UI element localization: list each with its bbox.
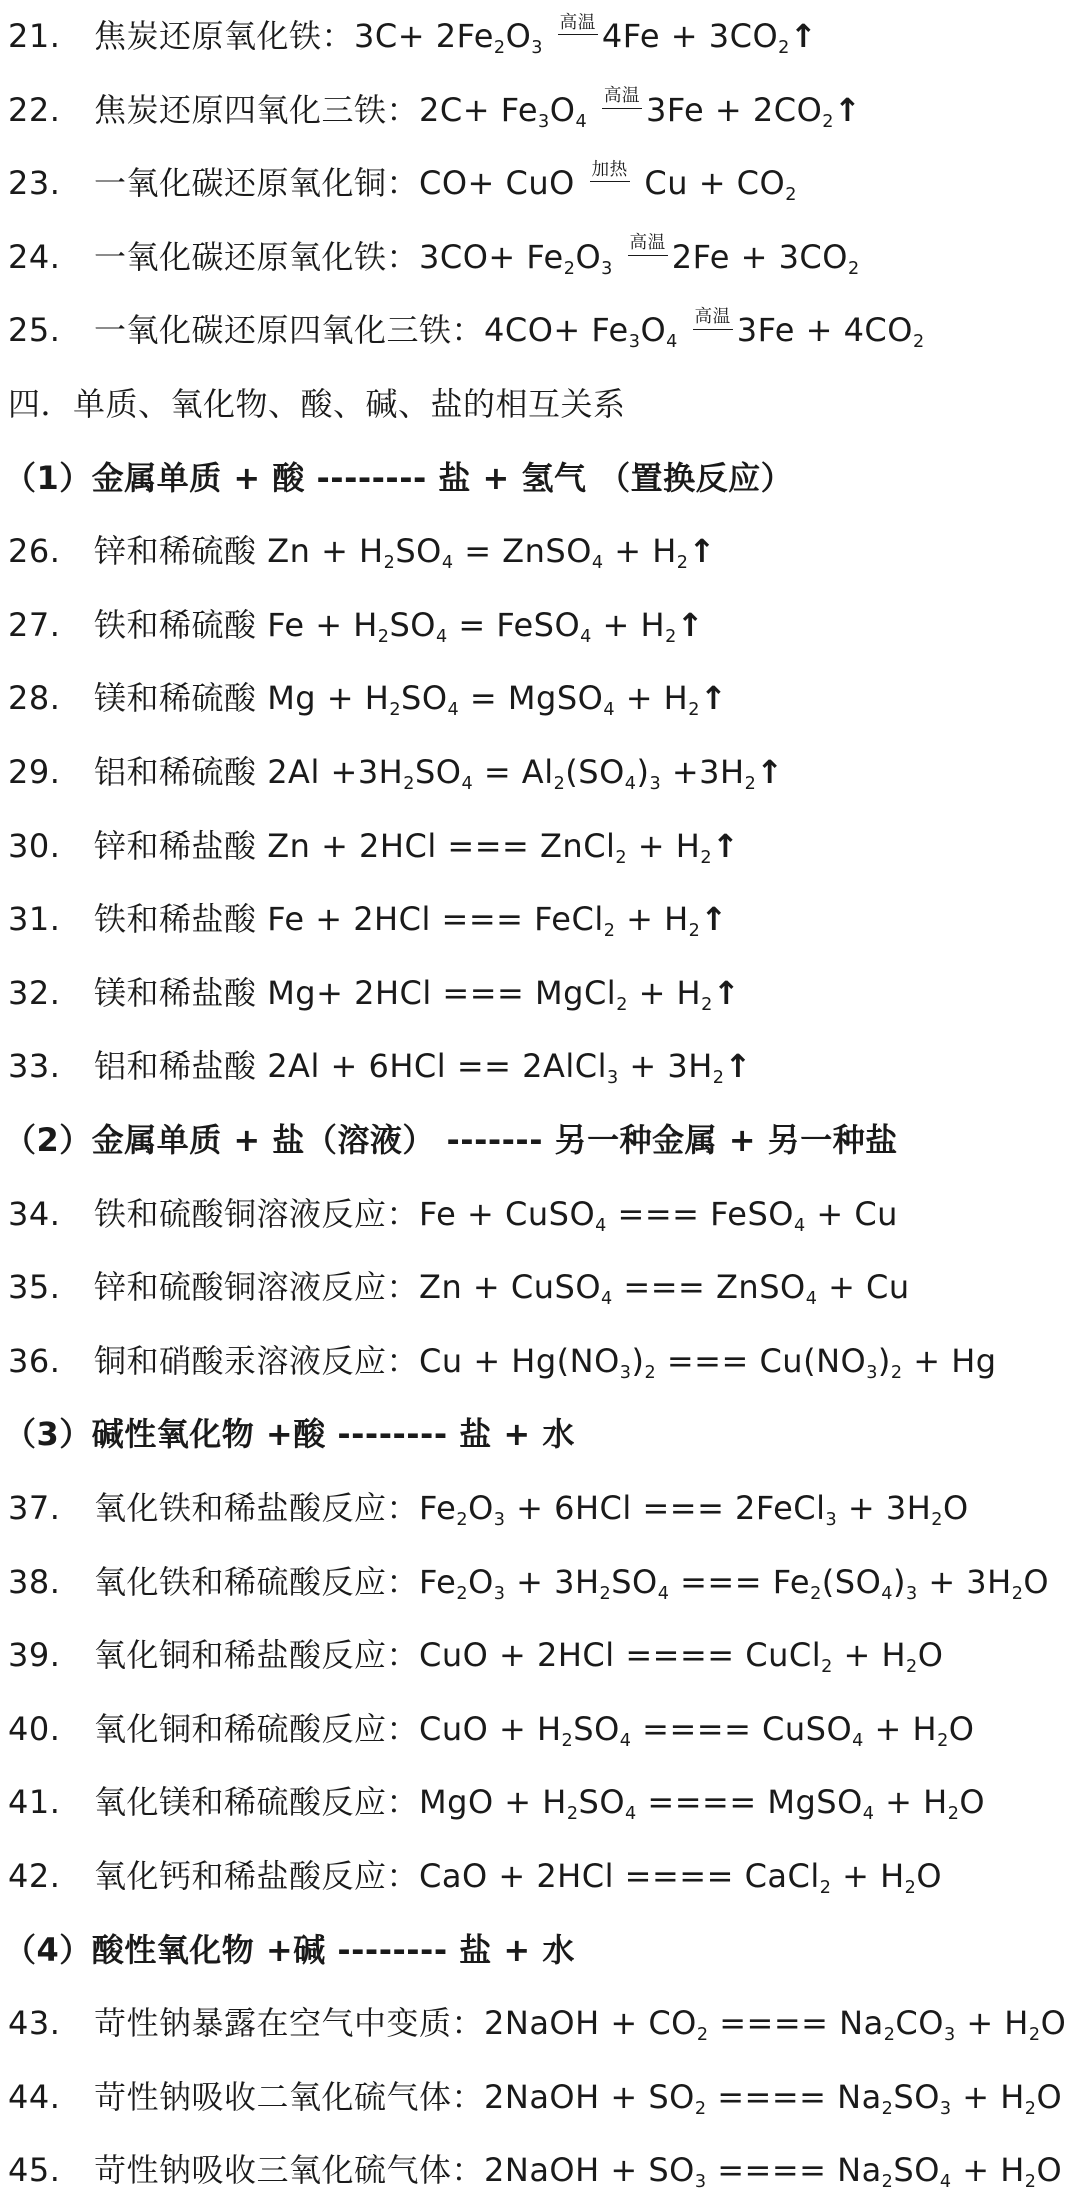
equation-number: 25. [8, 311, 61, 350]
equation-number: 34. [8, 1194, 61, 1233]
chemical-equation: 2NaOH + $SO_2$ ==== $Na_2SO_3 + H_2O$ [484, 2077, 1063, 2119]
reaction-description: 锌和稀硫酸 [94, 532, 257, 571]
equation-number: 31. [8, 900, 61, 939]
equation-line [8, 1693, 1080, 1767]
equation-line [8, 1251, 1080, 1325]
chemical-equation: CaO + 2HCl ==== CaCl$_2$ + $H_2O$ [419, 1857, 943, 1899]
equation-line [8, 589, 1080, 663]
reaction-description: 氧化铜和稀硫酸反应： [94, 1709, 420, 1748]
equation-line [8, 1472, 1080, 1546]
reaction-description: 苛性钠吸收三氧化硫气体： [94, 2151, 485, 2190]
reaction-description: 镁和稀盐酸 [94, 973, 257, 1012]
equation-number: 40. [8, 1709, 61, 1748]
equation-line [8, 1987, 1080, 2061]
chemical-equation: Fe + 2HCl === FeCl$_2$ + $H_2↑$ [256, 900, 728, 942]
chemical-equation: Mg+ 2HCl === MgCl$_2$ + $H_2↑$ [256, 973, 741, 1015]
reaction-description: 铁和稀硫酸 [94, 605, 257, 644]
chemical-equation: 2NaOH + $SO_3$ ==== $Na_2SO_4 + H_2O$ [484, 2151, 1063, 2193]
category-heading: （4）酸性氧化物 +碱 -------- 盐 + 水 [4, 1930, 575, 1969]
equation-number: 45. [8, 2151, 61, 2190]
equation-line [8, 1325, 1080, 1399]
category-heading: （3）碱性氧化物 +酸 -------- 盐 + 水 [4, 1415, 575, 1454]
reaction-description: 氧化镁和稀硫酸反应： [94, 1783, 420, 1822]
equation-line [8, 221, 1080, 295]
chemical-equation: MgO + $H_2SO_4$ ==== MgSO$_4$ + $H_2O$ [419, 1783, 986, 1825]
equation-line [8, 1619, 1080, 1693]
reaction-description: 氧化铁和稀盐酸反应： [94, 1489, 420, 1527]
equation-line [8, 883, 1080, 957]
chemical-equation: $Cu + Hg(NO_3)_2$ === $Cu(NO_3)_2 + Hg$ [419, 1341, 997, 1383]
equation-number: 43. [8, 2004, 61, 2043]
equation-line [8, 957, 1080, 1031]
chemical-equation: $3CO+ Fe_2O_3$ 高温 $2Fe + 3CO_2$ [419, 233, 860, 279]
reaction-description: 铝和稀盐酸 [94, 1047, 257, 1086]
equation-number: 23. [8, 164, 61, 203]
equation-line [8, 515, 1080, 589]
chemical-equation: CuO + 2HCl ==== CuCl$_2$ + $H_2O$ [419, 1636, 944, 1678]
chemical-equation: $2Al +3H_2SO_4 = Al_2(SO_4)_3$ $+3H_2↑$ [256, 753, 784, 795]
equation-number: 32. [8, 973, 61, 1012]
equation-line [8, 1840, 1080, 1914]
reaction-description: 焦炭还原四氧化三铁： [94, 90, 420, 129]
reaction-description: 铜和硝酸汞溶液反应： [94, 1341, 420, 1380]
reaction-description: 铁和稀盐酸 [94, 900, 257, 939]
equation-line [8, 1766, 1080, 1840]
equation-line [8, 0, 1080, 74]
equation-number: 26. [8, 532, 61, 571]
equation-line [8, 294, 1080, 368]
equation-line [8, 736, 1080, 810]
reaction-description: 氧化铜和稀盐酸反应： [94, 1636, 420, 1675]
equation-number: 42. [8, 1857, 61, 1895]
equation-number: 24. [8, 237, 61, 276]
equation-line [8, 662, 1080, 736]
equation-number: 37. [8, 1489, 61, 1527]
chemical-equation: $4CO+ Fe_3O_4$ 高温 $3Fe + 4CO_2$ [484, 307, 925, 353]
equation-number: 44. [8, 2077, 61, 2116]
chemical-equation: Zn + 2HCl === ZnCl$_2$ + $H_2↑$ [256, 826, 740, 868]
reaction-description: 苛性钠暴露在空气中变质： [94, 2004, 485, 2043]
chemical-equation: Fe + CuSO$_4$ === FeSO$_4$ + Cu [419, 1194, 898, 1236]
chemical-equation: $3C+ 2Fe_2O_3$ 高温 $4Fe + 3CO_2↑$ [354, 12, 818, 59]
equation-number: 21. [8, 17, 61, 55]
reaction-description: 苛性钠吸收二氧化硫气体： [94, 2077, 485, 2116]
equation-line [8, 1030, 1080, 1104]
reaction-description: 一氧化碳还原氧化铁： [94, 237, 420, 276]
equation-number: 35. [8, 1268, 61, 1307]
reaction-description: 氧化铁和稀硫酸反应： [94, 1562, 420, 1601]
equation-number: 36. [8, 1341, 61, 1380]
reaction-description: 铝和稀硫酸 [94, 753, 257, 791]
reaction-description: 一氧化碳还原四氧化三铁： [94, 311, 485, 350]
chemical-equation: CuO + $H_2SO_4$ ==== CuSO$_4$ + $H_2O$ [419, 1709, 975, 1751]
equation-number: 38. [8, 1562, 61, 1601]
reaction-description: 铁和硫酸铜溶液反应： [94, 1194, 420, 1233]
chemical-equation: $2C+ Fe_3O_4$ 高温 $3Fe + 2CO_2↑$ [419, 86, 862, 132]
equation-number: 33. [8, 1047, 61, 1086]
reaction-description: 锌和稀盐酸 [94, 826, 257, 865]
reaction-description: 一氧化碳还原氧化铜： [94, 164, 420, 203]
equation-number: 30. [8, 826, 61, 865]
section-heading: 四．单质、氧化物、酸、碱、盐的相互关系 [8, 385, 626, 423]
equation-number: 28. [8, 679, 61, 718]
chemical-equation: CO+ CuO 加热 $Cu + CO_2$ [419, 159, 797, 206]
equation-line [8, 2061, 1080, 2135]
chemical-equation: $Fe_2O_3 + 3H_2SO_4$ === $Fe_2(SO_4)_3 + 3H_2O$ [419, 1562, 1050, 1604]
chemical-equation: $Fe + H_2SO_4$ = FeSO$_4$ + $H_2↑$ [256, 605, 705, 647]
category-heading: （1）金属单质 + 酸 -------- 盐 + 氢气 （置换反应） [4, 458, 794, 497]
chemical-equation: 2Al + 6HCl == 2AlCl$_3$ + $3H_2↑$ [256, 1047, 752, 1089]
equation-number: 29. [8, 753, 61, 791]
equation-line [8, 1178, 1080, 1252]
reaction-description: 镁和稀硫酸 [94, 679, 257, 718]
equation-number: 39. [8, 1636, 61, 1675]
equation-number: 22. [8, 90, 61, 129]
equation-line [8, 2134, 1080, 2208]
equation-number: 27. [8, 605, 61, 644]
reaction-description: 氧化钙和稀盐酸反应： [94, 1857, 420, 1895]
chemical-equation: 2NaOH + $CO_2$ ==== $Na_2CO_3 + H_2O$ [484, 2004, 1067, 2046]
chemical-equation: $Zn + H_2SO_4$ = ZnSO$_4$ + $H_2↑$ [256, 532, 716, 574]
chemical-equation: $Mg + H_2SO_4$ = MgSO$_4$ + $H_2↑$ [256, 679, 728, 721]
reaction-description: 锌和硫酸铜溶液反应： [94, 1268, 420, 1307]
equation-line [8, 147, 1080, 221]
chemical-equation: $Fe_2O_3 + 6HCl$ === 2FeCl$_3$ + $3H_2O$ [419, 1489, 969, 1531]
category-heading: （2）金属单质 + 盐（溶液） ------- 另一种金属 + 另一种盐 [4, 1121, 898, 1159]
equation-line [8, 74, 1080, 148]
equation-number: 41. [8, 1783, 61, 1822]
equation-line [8, 1546, 1080, 1620]
chemical-equation: Zn + CuSO$_4$ === ZnSO$_4$ + Cu [419, 1268, 910, 1310]
equation-line [8, 810, 1080, 884]
reaction-description: 焦炭还原氧化铁： [94, 17, 355, 55]
